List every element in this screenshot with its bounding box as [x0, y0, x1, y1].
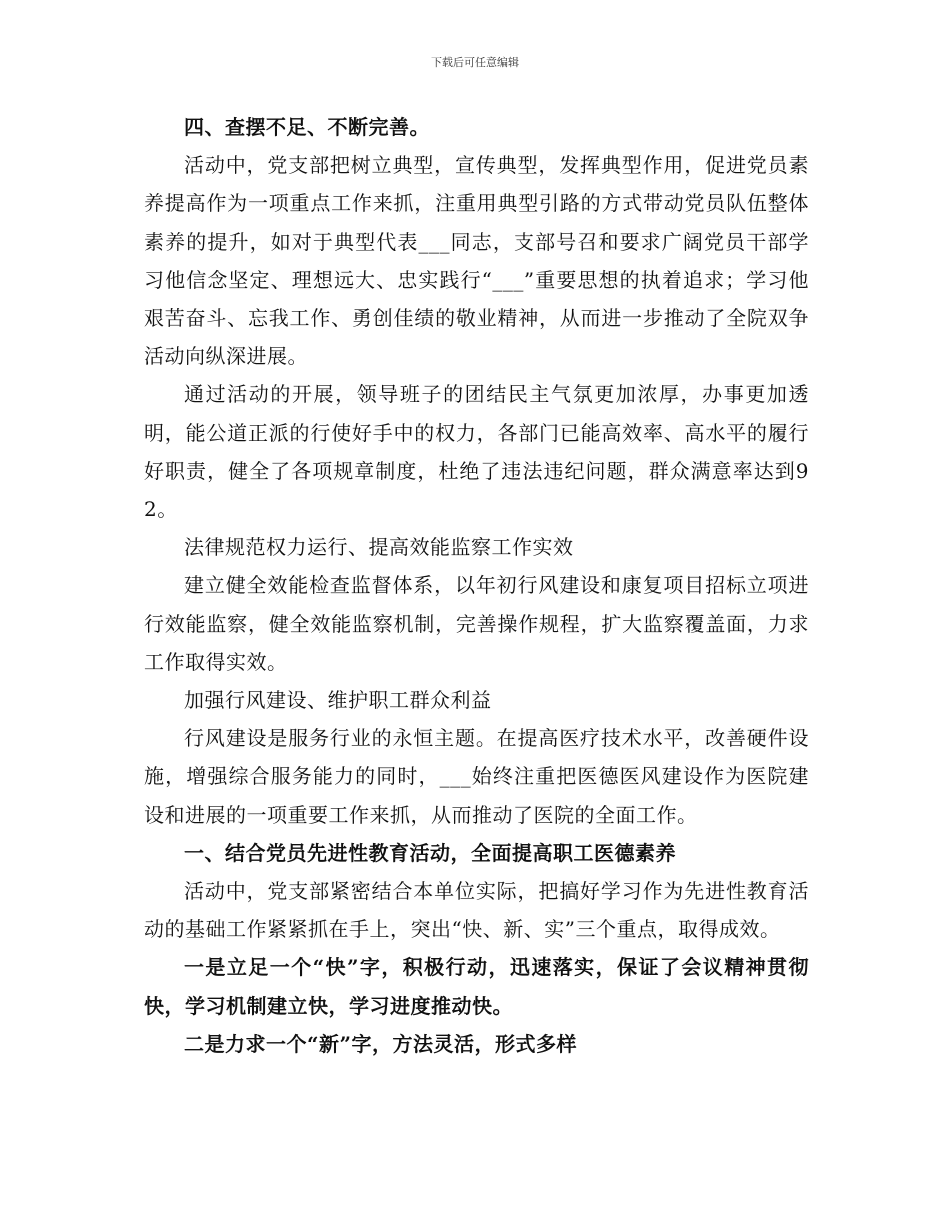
- document-body: [144, 108, 809, 1063]
- section-heading-4: 四、查摆不足、不断完善。: [184, 115, 430, 139]
- paragraph-typical-model: 活动中，党支部把树立典型，宣传典型，发挥典型作用，促进党员素养提高作为一项重点工作来抓，注重用典型引路的方式带动党员队伍整体素养的提升，如对于典型代表___同志，支部号召和要求广阔党员干部学习他信念坚定、理想远大、忠实践行“___”重要思想的执着追求；学习他艰苦奋斗、忘我工作、勇创佳绩的敬业精神，从而进一步推动了全院双争活动向纵深进展。: [144, 153, 809, 369]
- page-header-note: 下载后可任意编辑: [431, 56, 519, 69]
- subheading-law-regulation: 法律规范权力运行、提高效能监察工作实效: [184, 535, 574, 560]
- paragraph-efficiency-supervision: 建立健全效能检查监督体系，以年初行风建设和康复项目招标立项进行效能监察，健全效能监察机制，完善操作规程，扩大监察覆盖面，力求工作取得实效。: [144, 573, 809, 674]
- section-heading-1: 一、结合党员先进性教育活动，全面提高职工医德素养: [184, 840, 676, 865]
- paragraph-work-style: 行风建设是服务行业的永恒主题。在提高医疗技术水平，改善硬件设施，增强综合服务能力的同时，___始终注重把医德医风建设作为医院建设和进展的一项重要工作来抓，从而推动了医院的全面工作。: [144, 726, 809, 827]
- paragraph-party-branch: 活动中，党支部紧密结合本单位实际，把搞好学习作为先进性教育活动的基础工作紧紧抓在手上，突出“快、新、实”三个重点，取得成效。: [144, 879, 809, 942]
- paragraph-activity-results: 通过活动的开展，领导班子的团结民主气氛更加浓厚，办事更加透明，能公道正派的行使好手中的权力，各部门已能高效率、高水平的履行好职责，健全了各项规章制度，杜绝了违法违纪问题，群众满意率达到92。: [144, 382, 809, 522]
- point-two-new: 二是力求一个“新”字，方法灵活，形式多样: [184, 1031, 578, 1056]
- point-one-fast: 一是立足一个“快”字，积极行动，迅速落实，保证了会议精神贯彻快，学习机制建立快，学习进度推动快。: [144, 955, 809, 1018]
- subheading-work-style: 加强行风建设、维护职工群众利益: [184, 688, 492, 713]
